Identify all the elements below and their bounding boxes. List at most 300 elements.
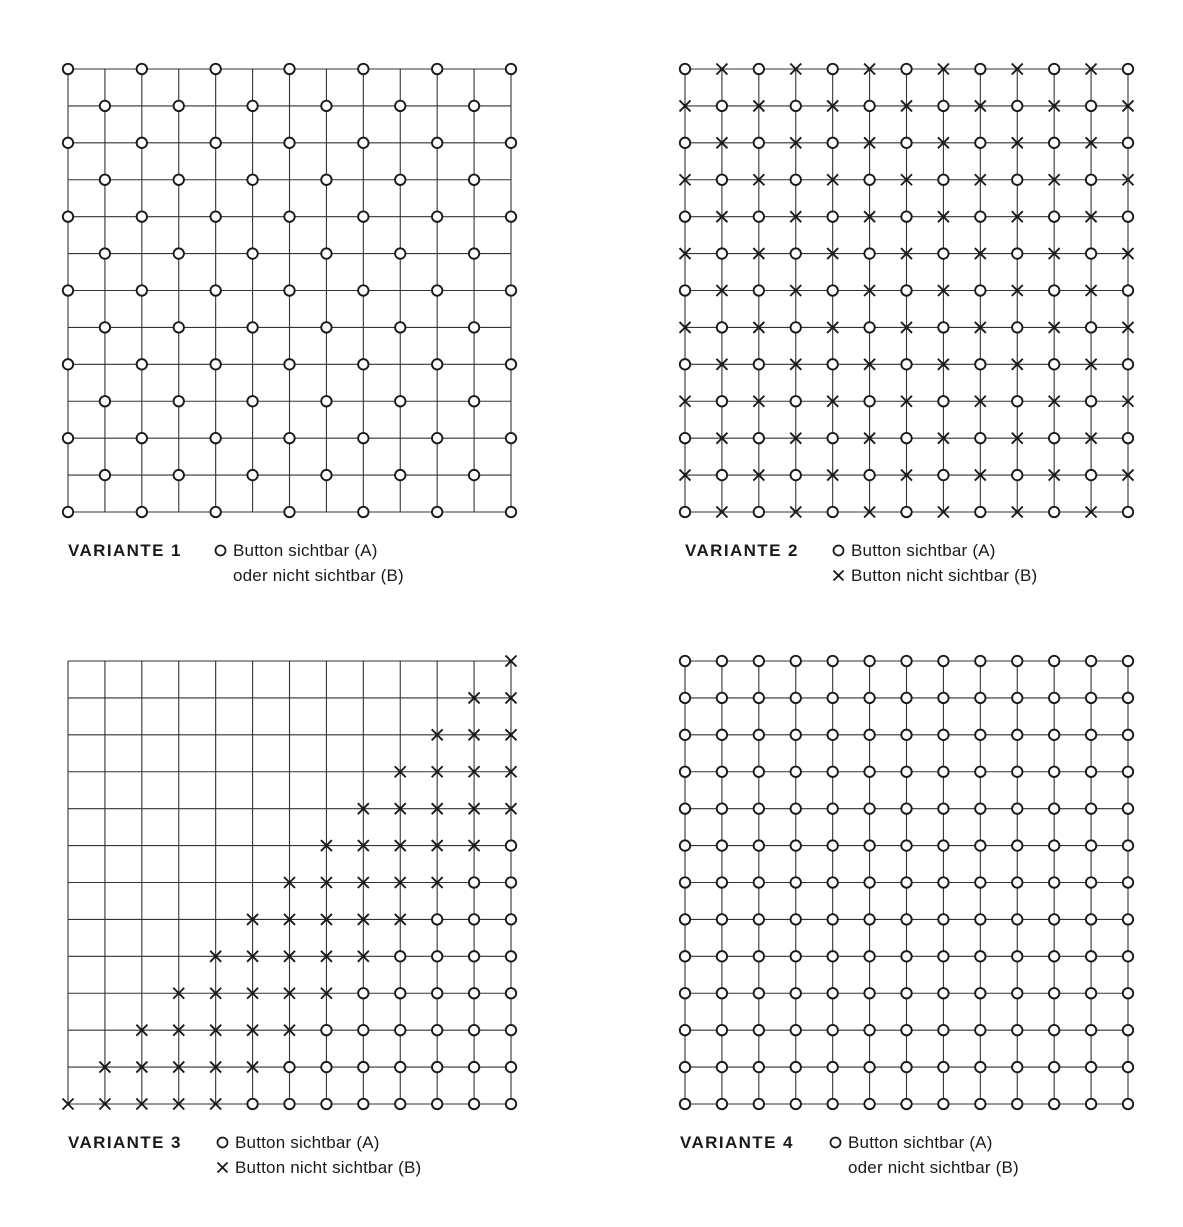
circle-icon [1012, 248, 1022, 258]
circle-icon [901, 767, 911, 777]
circle-icon [680, 877, 690, 887]
circle-icon [1123, 433, 1133, 443]
circle-icon [1049, 877, 1059, 887]
circle-icon [210, 64, 220, 74]
circle-icon [1123, 1025, 1133, 1035]
circle-icon [1049, 730, 1059, 740]
circle-icon [284, 433, 294, 443]
circle-icon [680, 64, 690, 74]
circle-icon [754, 840, 764, 850]
circle-icon [1123, 656, 1133, 666]
circle-icon [137, 507, 147, 517]
circle-icon [247, 322, 257, 332]
circle-icon [1123, 988, 1133, 998]
circle-icon [864, 951, 874, 961]
circle-icon [864, 988, 874, 998]
circle-icon [1086, 840, 1096, 850]
circle-icon [1086, 101, 1096, 111]
circle-icon [864, 1025, 874, 1035]
circle-icon [395, 1062, 405, 1072]
circle-icon [1012, 988, 1022, 998]
circle-icon [680, 211, 690, 221]
circle-icon [358, 138, 368, 148]
circle-icon [1012, 470, 1022, 480]
circle-icon [358, 507, 368, 517]
circle-icon [864, 767, 874, 777]
circle-icon [864, 803, 874, 813]
circle-icon [1086, 656, 1096, 666]
circle-icon [1049, 803, 1059, 813]
circle-icon [827, 64, 837, 74]
circle-icon [1012, 803, 1022, 813]
circle-icon [469, 1062, 479, 1072]
circle-icon [174, 470, 184, 480]
circle-icon [827, 1062, 837, 1072]
circle-icon [469, 101, 479, 111]
circle-icon [754, 767, 764, 777]
circle-icon [864, 730, 874, 740]
circle-icon [506, 988, 516, 998]
circle-icon [827, 138, 837, 148]
circle-icon [469, 914, 479, 924]
circle-icon [864, 914, 874, 924]
circle-icon [791, 877, 801, 887]
circle-icon [1123, 285, 1133, 295]
circle-icon [1123, 64, 1133, 74]
legend-text: Button nicht sichtbar (B) [235, 1158, 422, 1177]
circle-icon [791, 840, 801, 850]
circle-icon [717, 840, 727, 850]
legend-text: oder nicht sichtbar (B) [848, 1158, 1019, 1177]
circle-icon [827, 730, 837, 740]
circle-icon [506, 1025, 516, 1035]
circle-icon [901, 693, 911, 703]
legend-line-2 [832, 563, 1037, 588]
circle-icon [975, 951, 985, 961]
legend-line-1 [216, 1130, 380, 1155]
circle-icon [1123, 877, 1133, 887]
circle-icon [717, 1099, 727, 1109]
circle-icon [864, 396, 874, 406]
circle-icon [284, 359, 294, 369]
circle-icon [137, 138, 147, 148]
circle-icon [975, 693, 985, 703]
circle-icon [680, 1062, 690, 1072]
circle-icon [832, 544, 845, 557]
circle-icon [395, 175, 405, 185]
circle-icon [469, 470, 479, 480]
circle-icon [975, 803, 985, 813]
circle-icon [938, 101, 948, 111]
circle-icon [791, 730, 801, 740]
circle-icon [938, 248, 948, 258]
circle-icon [975, 840, 985, 850]
legend-text: Button sichtbar (A) [848, 1133, 993, 1152]
circle-icon [1123, 730, 1133, 740]
circle-icon [791, 767, 801, 777]
circle-icon [216, 1136, 229, 1149]
circle-icon [1123, 914, 1133, 924]
circle-icon [1086, 1025, 1096, 1035]
circle-icon [754, 507, 764, 517]
circle-icon [717, 693, 727, 703]
circle-icon [1049, 840, 1059, 850]
circle-icon [1012, 1025, 1022, 1035]
circle-icon [432, 64, 442, 74]
circle-icon [1086, 877, 1096, 887]
circle-icon [321, 101, 331, 111]
circle-icon [827, 1099, 837, 1109]
circle-icon [1123, 951, 1133, 961]
circle-icon [432, 951, 442, 961]
circle-icon [680, 1099, 690, 1109]
circle-icon [938, 730, 948, 740]
circle-icon [469, 248, 479, 258]
circle-icon [827, 507, 837, 517]
circle-icon [1012, 730, 1022, 740]
circle-icon [506, 64, 516, 74]
circle-icon [63, 64, 73, 74]
circle-icon [1086, 693, 1096, 703]
circle-icon [63, 285, 73, 295]
circle-icon [432, 433, 442, 443]
circle-icon [717, 322, 727, 332]
circle-icon [975, 433, 985, 443]
circle-icon [754, 64, 764, 74]
circle-icon [827, 656, 837, 666]
circle-icon [1012, 322, 1022, 332]
circle-icon [321, 396, 331, 406]
circle-icon [1086, 470, 1096, 480]
circle-icon [680, 840, 690, 850]
circle-icon [827, 433, 837, 443]
circle-icon [975, 138, 985, 148]
circle-icon [1049, 767, 1059, 777]
circle-icon [432, 1025, 442, 1035]
circle-icon [1123, 1099, 1133, 1109]
circle-icon [827, 988, 837, 998]
circle-icon [864, 877, 874, 887]
legend-text: oder nicht sichtbar (B) [233, 566, 404, 585]
circle-icon [395, 951, 405, 961]
circle-icon [210, 433, 220, 443]
circle-icon [284, 64, 294, 74]
circle-icon [717, 175, 727, 185]
circle-icon [791, 803, 801, 813]
circle-icon [827, 877, 837, 887]
circle-icon [938, 693, 948, 703]
circle-icon [901, 656, 911, 666]
circle-icon [321, 175, 331, 185]
circle-icon [1012, 693, 1022, 703]
circle-icon [901, 138, 911, 148]
circle-icon [432, 1062, 442, 1072]
circle-icon [717, 767, 727, 777]
circle-icon [717, 730, 727, 740]
circle-icon [791, 914, 801, 924]
circle-icon [827, 285, 837, 295]
circle-icon [864, 248, 874, 258]
circle-icon [506, 1062, 516, 1072]
circle-icon [1049, 359, 1059, 369]
circle-icon [506, 138, 516, 148]
circle-icon [1049, 138, 1059, 148]
circle-icon [829, 1136, 842, 1149]
circle-icon [827, 951, 837, 961]
circle-icon [827, 359, 837, 369]
circle-icon [680, 1025, 690, 1035]
circle-icon [506, 840, 516, 850]
circle-icon [1012, 951, 1022, 961]
cross-icon [216, 1161, 229, 1174]
circle-icon [174, 101, 184, 111]
circle-icon [100, 322, 110, 332]
circle-icon [100, 101, 110, 111]
circle-icon [975, 914, 985, 924]
circle-icon [901, 433, 911, 443]
circle-icon [1012, 840, 1022, 850]
cross-icon [832, 569, 845, 582]
circle-icon [680, 433, 690, 443]
circle-icon [1049, 1062, 1059, 1072]
circle-icon [1049, 285, 1059, 295]
circle-icon [174, 322, 184, 332]
circle-icon [210, 211, 220, 221]
circle-icon [506, 507, 516, 517]
circle-icon [1049, 988, 1059, 998]
circle-icon [975, 1062, 985, 1072]
circle-icon [901, 64, 911, 74]
circle-icon [100, 248, 110, 258]
circle-icon [469, 951, 479, 961]
circle-icon [1012, 101, 1022, 111]
circle-icon [1123, 840, 1133, 850]
circle-icon [358, 988, 368, 998]
circle-icon [938, 396, 948, 406]
circle-icon [174, 248, 184, 258]
legend-line-2 [233, 563, 404, 588]
circle-icon [284, 211, 294, 221]
circle-icon [754, 211, 764, 221]
circle-icon [284, 138, 294, 148]
circle-icon [717, 1062, 727, 1072]
circle-icon [321, 248, 331, 258]
circle-icon [754, 988, 764, 998]
caption-title-variante-3: VARIANTE 3 [68, 1133, 182, 1152]
circle-icon [901, 914, 911, 924]
circle-icon [1123, 693, 1133, 703]
circle-icon [1086, 396, 1096, 406]
circle-icon [137, 285, 147, 295]
circle-icon [938, 322, 948, 332]
circle-icon [864, 101, 874, 111]
circle-icon [754, 877, 764, 887]
circle-icon [137, 433, 147, 443]
circle-icon [975, 1025, 985, 1035]
circle-icon [1049, 507, 1059, 517]
circle-icon [754, 803, 764, 813]
circle-icon [754, 138, 764, 148]
circle-icon [717, 951, 727, 961]
circle-icon [901, 1062, 911, 1072]
circle-icon [938, 914, 948, 924]
circle-icon [432, 138, 442, 148]
circle-icon [284, 1062, 294, 1072]
circle-icon [864, 322, 874, 332]
circle-icon [717, 470, 727, 480]
circle-icon [210, 507, 220, 517]
circle-icon [247, 175, 257, 185]
circle-icon [1012, 914, 1022, 924]
circle-icon [827, 767, 837, 777]
circle-icon [938, 1025, 948, 1035]
circle-icon [395, 396, 405, 406]
circle-icon [680, 803, 690, 813]
circle-icon [901, 507, 911, 517]
circle-icon [321, 1062, 331, 1072]
legend-line-2 [848, 1155, 1019, 1180]
circle-icon [827, 211, 837, 221]
circle-icon [864, 840, 874, 850]
circle-icon [791, 656, 801, 666]
circle-icon [174, 396, 184, 406]
circle-icon [63, 433, 73, 443]
circle-icon [395, 470, 405, 480]
circle-icon [1049, 211, 1059, 221]
circle-icon [1086, 988, 1096, 998]
circle-icon [975, 64, 985, 74]
circle-icon [1049, 64, 1059, 74]
circle-icon [717, 101, 727, 111]
circle-icon [938, 656, 948, 666]
legend-text: Button sichtbar (A) [851, 541, 996, 560]
circle-icon [938, 877, 948, 887]
circle-icon [754, 730, 764, 740]
circle-icon [284, 507, 294, 517]
circle-icon [901, 840, 911, 850]
caption-title-variante-4: VARIANTE 4 [680, 1133, 794, 1152]
circle-icon [432, 285, 442, 295]
circle-icon [1012, 396, 1022, 406]
circle-icon [506, 433, 516, 443]
circle-icon [210, 138, 220, 148]
circle-icon [864, 470, 874, 480]
circle-icon [100, 175, 110, 185]
circle-icon [358, 359, 368, 369]
circle-icon [1123, 507, 1133, 517]
circle-icon [791, 322, 801, 332]
circle-icon [680, 359, 690, 369]
circle-icon [469, 988, 479, 998]
circle-icon [506, 285, 516, 295]
circle-icon [791, 248, 801, 258]
circle-icon [754, 1099, 764, 1109]
circle-icon [469, 1025, 479, 1035]
circle-icon [754, 951, 764, 961]
circle-icon [358, 1099, 368, 1109]
caption-title-variante-2: VARIANTE 2 [685, 541, 799, 560]
circle-icon [717, 396, 727, 406]
circle-icon [284, 285, 294, 295]
legend-line-2 [216, 1155, 421, 1180]
circle-icon [938, 1099, 948, 1109]
circle-icon [901, 1099, 911, 1109]
circle-icon [321, 1025, 331, 1035]
circle-icon [680, 767, 690, 777]
circle-icon [247, 101, 257, 111]
circle-icon [210, 359, 220, 369]
circle-icon [901, 951, 911, 961]
circle-icon [975, 507, 985, 517]
circle-icon [1086, 914, 1096, 924]
circle-icon [1086, 767, 1096, 777]
circle-icon [395, 101, 405, 111]
circle-icon [358, 1025, 368, 1035]
circle-icon [754, 285, 764, 295]
circle-icon [395, 1025, 405, 1035]
circle-icon [791, 1025, 801, 1035]
circle-icon [100, 396, 110, 406]
circle-icon [1049, 433, 1059, 443]
circle-icon [506, 877, 516, 887]
circle-icon [469, 1099, 479, 1109]
circle-icon [137, 211, 147, 221]
circle-icon [247, 396, 257, 406]
circle-icon [1012, 175, 1022, 185]
circle-icon [901, 211, 911, 221]
circle-icon [901, 988, 911, 998]
circle-icon [680, 507, 690, 517]
circle-icon [938, 803, 948, 813]
circle-icon [938, 767, 948, 777]
circle-icon [174, 175, 184, 185]
circle-icon [1123, 803, 1133, 813]
circle-icon [975, 767, 985, 777]
circle-icon [358, 211, 368, 221]
circle-icon [938, 175, 948, 185]
circle-icon [791, 175, 801, 185]
circle-icon [975, 359, 985, 369]
circle-icon [469, 396, 479, 406]
circle-icon [754, 1025, 764, 1035]
circle-icon [432, 914, 442, 924]
circle-icon [506, 211, 516, 221]
circle-icon [1086, 1099, 1096, 1109]
circle-icon [1049, 693, 1059, 703]
circle-icon [680, 988, 690, 998]
circle-icon [717, 914, 727, 924]
circle-icon [680, 693, 690, 703]
circle-icon [432, 507, 442, 517]
circle-icon [358, 64, 368, 74]
circle-icon [975, 877, 985, 887]
circle-icon [717, 248, 727, 258]
circle-icon [791, 988, 801, 998]
circle-icon [100, 470, 110, 480]
circle-icon [680, 138, 690, 148]
circle-icon [137, 64, 147, 74]
circle-icon [754, 433, 764, 443]
circle-icon [247, 248, 257, 258]
circle-icon [358, 433, 368, 443]
circle-icon [1086, 248, 1096, 258]
circle-icon [395, 1099, 405, 1109]
circle-icon [680, 285, 690, 295]
circle-icon [975, 730, 985, 740]
circle-icon [1049, 656, 1059, 666]
circle-icon [1086, 322, 1096, 332]
circle-icon [680, 730, 690, 740]
